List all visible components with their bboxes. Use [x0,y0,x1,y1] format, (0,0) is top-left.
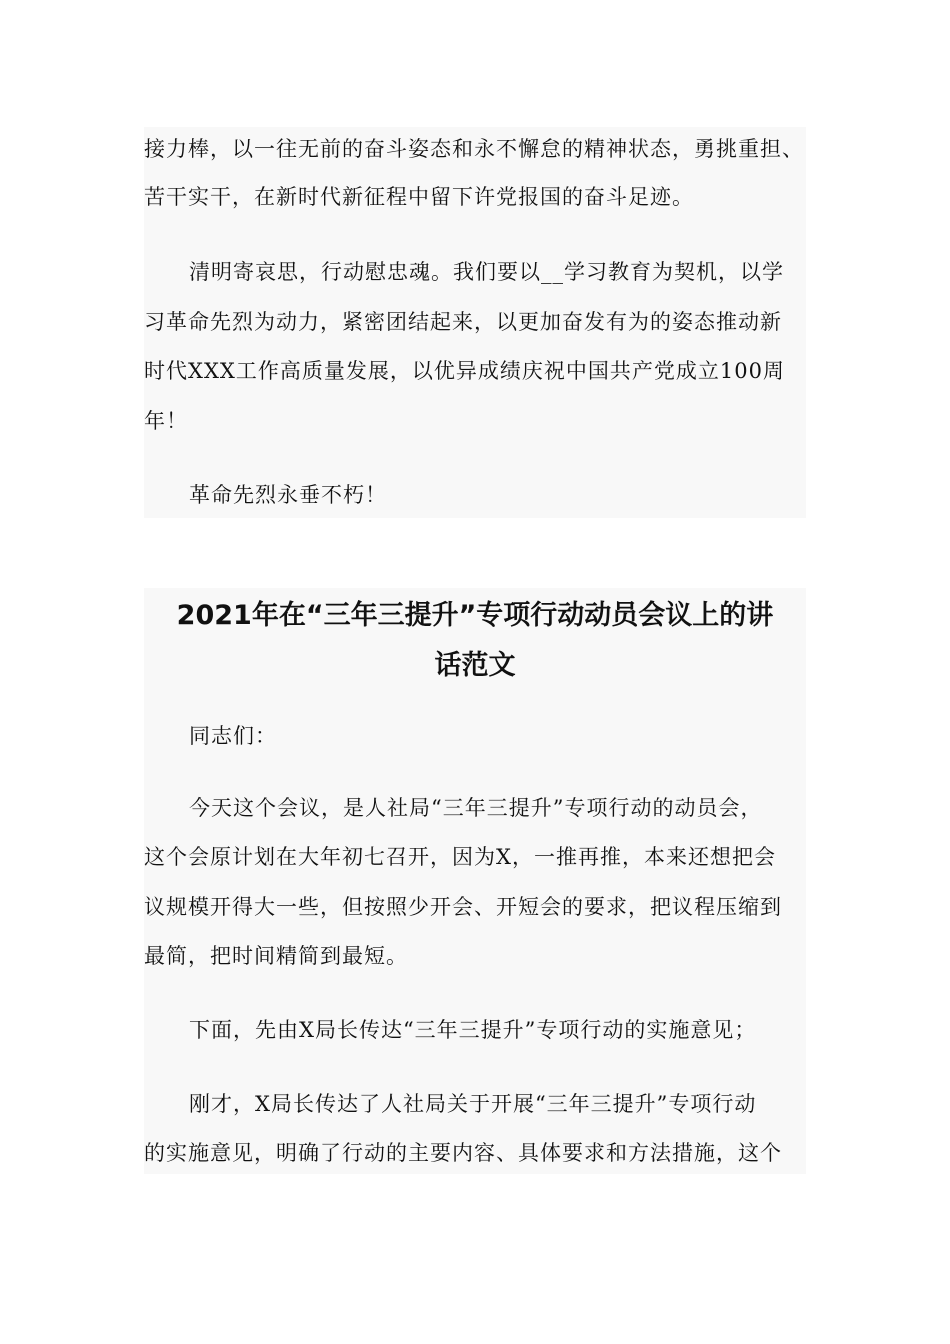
paragraph-line: 时代XXX工作高质量发展，以优异成绩庆祝中国共产党成立100周 [144,359,785,383]
text-block-1 [144,127,806,518]
article-title: 2021年在“三年三提升”专项行动动员会议上的讲 [176,600,774,631]
paragraph-line: 刚才，X局长传达了人社局关于开展“三年三提升”专项行动 [189,1092,757,1116]
paragraph-line: 革命先烈永垂不朽！ [189,483,387,507]
article-title: 话范文 [434,650,516,681]
paragraph-line: 的实施意见，明确了行动的主要内容、具体要求和方法措施，这个 [144,1141,782,1165]
paragraph-line: 苦干实干，在新时代新征程中留下许党报国的奋斗足迹。 [144,185,694,209]
greeting: 同志们： [189,724,277,748]
paragraph-line: 今天这个会议，是人社局“三年三提升”专项行动的动员会， [189,796,763,820]
paragraph-line: 习革命先烈为动力，紧密团结起来，以更加奋发有为的姿态推动新 [144,310,782,334]
text-block-2 [144,588,806,1174]
paragraph-line: 年！ [144,409,188,433]
paragraph-line: 接力棒，以一往无前的奋斗姿态和永不懈怠的精神状态，勇挑重担、 [144,137,804,161]
paragraph-line: 清明寄哀思，行动慰忠魂。我们要以__学习教育为契机，以学 [189,260,784,284]
paragraph-line: 最简，把时间精简到最短。 [144,944,408,968]
paragraph-line: 议规模开得大一些，但按照少开会、开短会的要求，把议程压缩到 [144,895,782,919]
paragraph-line: 这个会原计划在大年初七召开，因为X，一推再推，本来还想把会 [144,845,776,869]
paragraph-line: 下面，先由X局长传达“三年三提升”专项行动的实施意见； [189,1018,757,1042]
